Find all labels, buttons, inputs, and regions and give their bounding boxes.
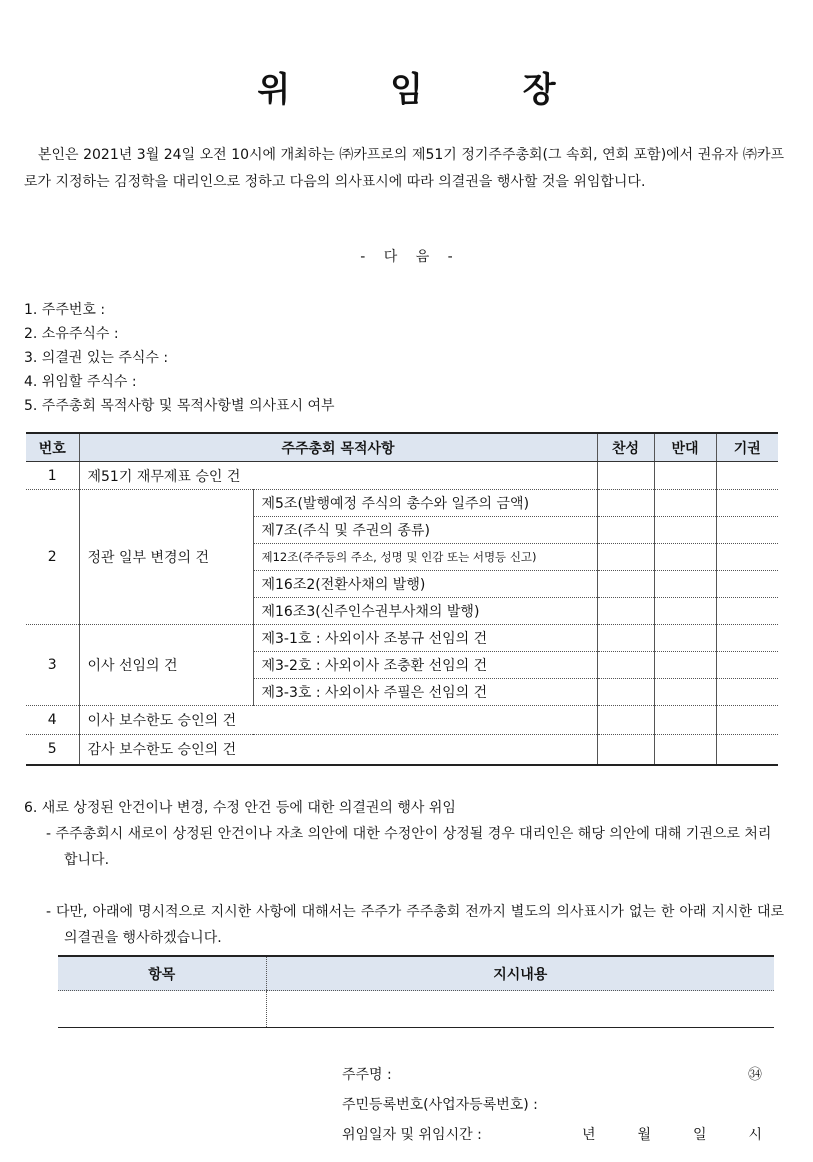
item-delegated-shares: 4. 위임할 주식수 : [24,374,137,390]
vote-for-cell[interactable] [597,490,654,517]
vote-for-cell[interactable] [597,652,654,679]
vote-abstain-cell[interactable] [716,735,778,765]
section-6-paragraph-2-text: - 다만, 아래에 명시적으로 지시한 사항에 대해서는 주주가 주주총회 전까지 별도의 의사표시가 없는 한 아래 지시한 대로 의결권을 행사하겠습니다. [46,904,784,946]
hour-label: 시 [748,1127,762,1143]
instruction-header-row [58,956,774,991]
vote-abstain-cell[interactable] [716,490,778,517]
vote-against-cell[interactable] [654,598,716,625]
section-6-heading: 6. 새로 상정된 안건이나 변경, 수정 안건 등에 대한 의결권의 행사 위임 [24,800,456,816]
instruction-content-cell[interactable] [266,991,774,1028]
header-for: 찬성 [597,433,654,462]
year-label: 년 [582,1127,596,1143]
vote-against-cell[interactable] [654,462,716,490]
month-label: 월 [637,1127,652,1143]
table-row [26,735,778,765]
agenda-no: 1 [26,462,79,490]
agenda-sub-item: 제16조3(신주인수권부사채의 발행) [253,598,597,625]
agenda-no: 4 [26,706,79,735]
agenda-sub-item: 제3-3호 : 사외이사 주필은 선임의 건 [253,679,597,706]
vote-against-cell[interactable] [654,679,716,706]
instruction-item-cell[interactable] [58,991,266,1028]
section-6 [24,795,784,951]
header-instruction: 지시내용 [266,956,774,991]
intro-paragraph: 본인은 2021년 3월 24일 오전 10시에 개최하는 ㈜카프로의 제51기 정기주주총회(그 속회, 연회 포함)에서 권유자 ㈜카프로가 지정하는 김정학을 대리인으로 정하고 다음의 의사표시에 따라 의결권을 행사할 것을 위임합니다. [24,147,784,190]
table-row [26,706,778,735]
vote-against-cell[interactable] [654,571,716,598]
agenda-sub-item: 제3-2호 : 사외이사 조충환 선임의 건 [253,652,597,679]
agenda-title: 감사 보수한도 승인의 건 [79,735,597,765]
shareholder-name-line [342,1060,762,1090]
vote-abstain-cell[interactable] [716,598,778,625]
vote-abstain-cell[interactable] [716,706,778,735]
agenda-sub-item: 제7조(주식 및 주권의 종류) [253,517,597,544]
section-6-paragraph-1-text: - 주주총회시 새로이 상정된 안건이나 자초 의안에 대한 수정안이 상정될 경우 대리인은 해당 의안에 대해 기권으로 처리합니다. [46,826,772,868]
section-divider-label: - 다 음 - [360,249,453,265]
table-row [58,991,774,1028]
item-agenda-heading: 5. 주주총회 목적사항 및 목적사항별 의사표시 여부 [24,398,335,414]
vote-for-cell[interactable] [597,571,654,598]
vote-against-cell[interactable] [654,517,716,544]
vote-against-cell[interactable] [654,706,716,735]
item-voting-shares: 3. 의결권 있는 주식수 : [24,350,169,366]
header-item: 항목 [58,956,266,991]
agenda-title: 제51기 재무제표 승인 건 [79,462,597,490]
vote-against-cell[interactable] [654,625,716,652]
vote-abstain-cell[interactable] [716,571,778,598]
vote-against-cell[interactable] [654,544,716,571]
vote-for-cell[interactable] [597,625,654,652]
table-row [26,490,778,517]
vote-for-cell[interactable] [597,598,654,625]
id-number-line [342,1090,762,1120]
vote-abstain-cell[interactable] [716,625,778,652]
vote-abstain-cell[interactable] [716,652,778,679]
vote-for-cell[interactable] [597,517,654,544]
item-shareholder-number: 1. 주주번호 : [24,302,106,318]
vote-for-cell[interactable] [597,462,654,490]
table-row [26,462,778,490]
agenda-title: 이사 선임의 건 [79,625,253,706]
vote-abstain-cell[interactable] [716,679,778,706]
document-title: 위 임 장 [257,70,600,110]
vote-for-cell[interactable] [597,706,654,735]
agenda-sub-item: 제12조(주주등의 주소, 성명 및 인감 또는 서명등 신고) [253,544,597,571]
section-6-paragraph-2 [24,899,784,951]
agenda-sub-item: 제5조(발행예정 주식의 총수와 일주의 금액) [253,490,597,517]
table-row [26,625,778,652]
vote-abstain-cell[interactable] [716,462,778,490]
header-against: 반대 [654,433,716,462]
agenda-no: 5 [26,735,79,765]
agenda-title: 이사 보수한도 승인의 건 [79,706,597,735]
header-subject: 주주총회 목적사항 [79,433,597,462]
delegation-date-label: 위임일자 및 위임시간 : [342,1127,482,1143]
agenda-header-row [26,433,778,462]
vote-for-cell[interactable] [597,544,654,571]
vote-for-cell[interactable] [597,679,654,706]
signature-block [342,1060,762,1150]
date-parts [582,1120,762,1150]
agenda-sub-item: 제3-1호 : 사외이사 조봉규 선임의 건 [253,625,597,652]
seal-icon: ㉞ [748,1067,762,1083]
vote-against-cell[interactable] [654,490,716,517]
item-list [24,298,335,418]
section-6-paragraph-1 [24,821,784,873]
delegation-date-line [342,1120,762,1150]
header-no: 번호 [26,433,79,462]
vote-against-cell[interactable] [654,735,716,765]
day-label: 일 [692,1127,707,1143]
header-abstain: 기권 [716,433,778,462]
vote-against-cell[interactable] [654,652,716,679]
vote-abstain-cell[interactable] [716,544,778,571]
id-number-label: 주민등록번호(사업자등록번호) : [342,1097,538,1113]
agenda-sub-item: 제16조2(전환사채의 발행) [253,571,597,598]
agenda-no: 3 [26,625,79,706]
item-shares-owned: 2. 소유주식수 : [24,326,119,342]
agenda-table [26,432,778,766]
vote-for-cell[interactable] [597,735,654,765]
agenda-title: 정관 일부 변경의 건 [79,490,253,625]
vote-abstain-cell[interactable] [716,517,778,544]
agenda-no: 2 [26,490,79,625]
shareholder-name-label: 주주명 : [342,1067,392,1083]
instruction-table [58,955,774,1028]
